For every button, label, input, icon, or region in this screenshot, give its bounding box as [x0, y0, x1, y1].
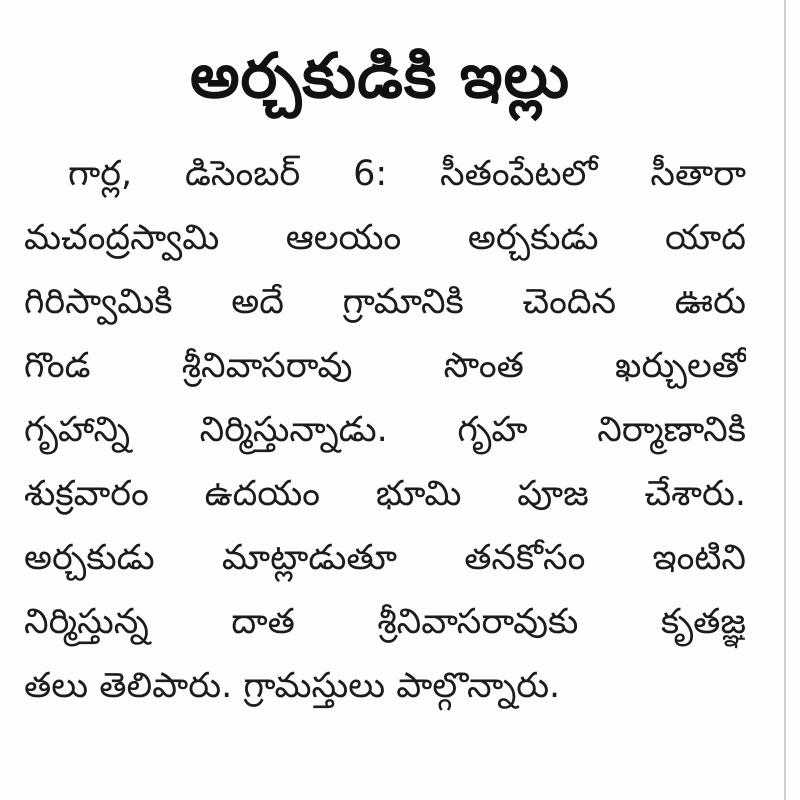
- article-line: గిరిస్వామికి అదే గ్రామానికి చెందిన ఊరు: [24, 282, 746, 322]
- article-line: మచంద్రస్వామి ఆలయం అర్చకుడు యాద: [24, 218, 746, 258]
- column-divider: [784, 0, 786, 800]
- article-line: గొండ శ్రీనివాసరావు సొంత ఖర్చులతో: [24, 346, 746, 386]
- article-headline: అర్చకుడికి ఇల్లు: [189, 39, 571, 112]
- article-line: గార్ల, డిసెంబర్ 6: సీతంపేటలో సీతారా: [68, 154, 746, 194]
- article-body: [24, 142, 746, 718]
- article-line: గృహాన్ని నిర్మిస్తున్నాడు. గృహ నిర్మాణానికి: [24, 410, 746, 450]
- article-line: శుక్రవారం ఉదయం భూమి పూజ చేశారు.: [24, 474, 746, 514]
- article-line: నిర్మిస్తున్న దాత శ్రీనివాసరావుకు కృతజ్ఞ: [24, 602, 746, 642]
- article-line: అర్చకుడు మాట్లాడుతూ తనకోసం ఇంటిని: [24, 538, 746, 578]
- article-line: తలు తెలిపారు. గ్రామస్తులు పాల్గొన్నారు.: [24, 666, 561, 706]
